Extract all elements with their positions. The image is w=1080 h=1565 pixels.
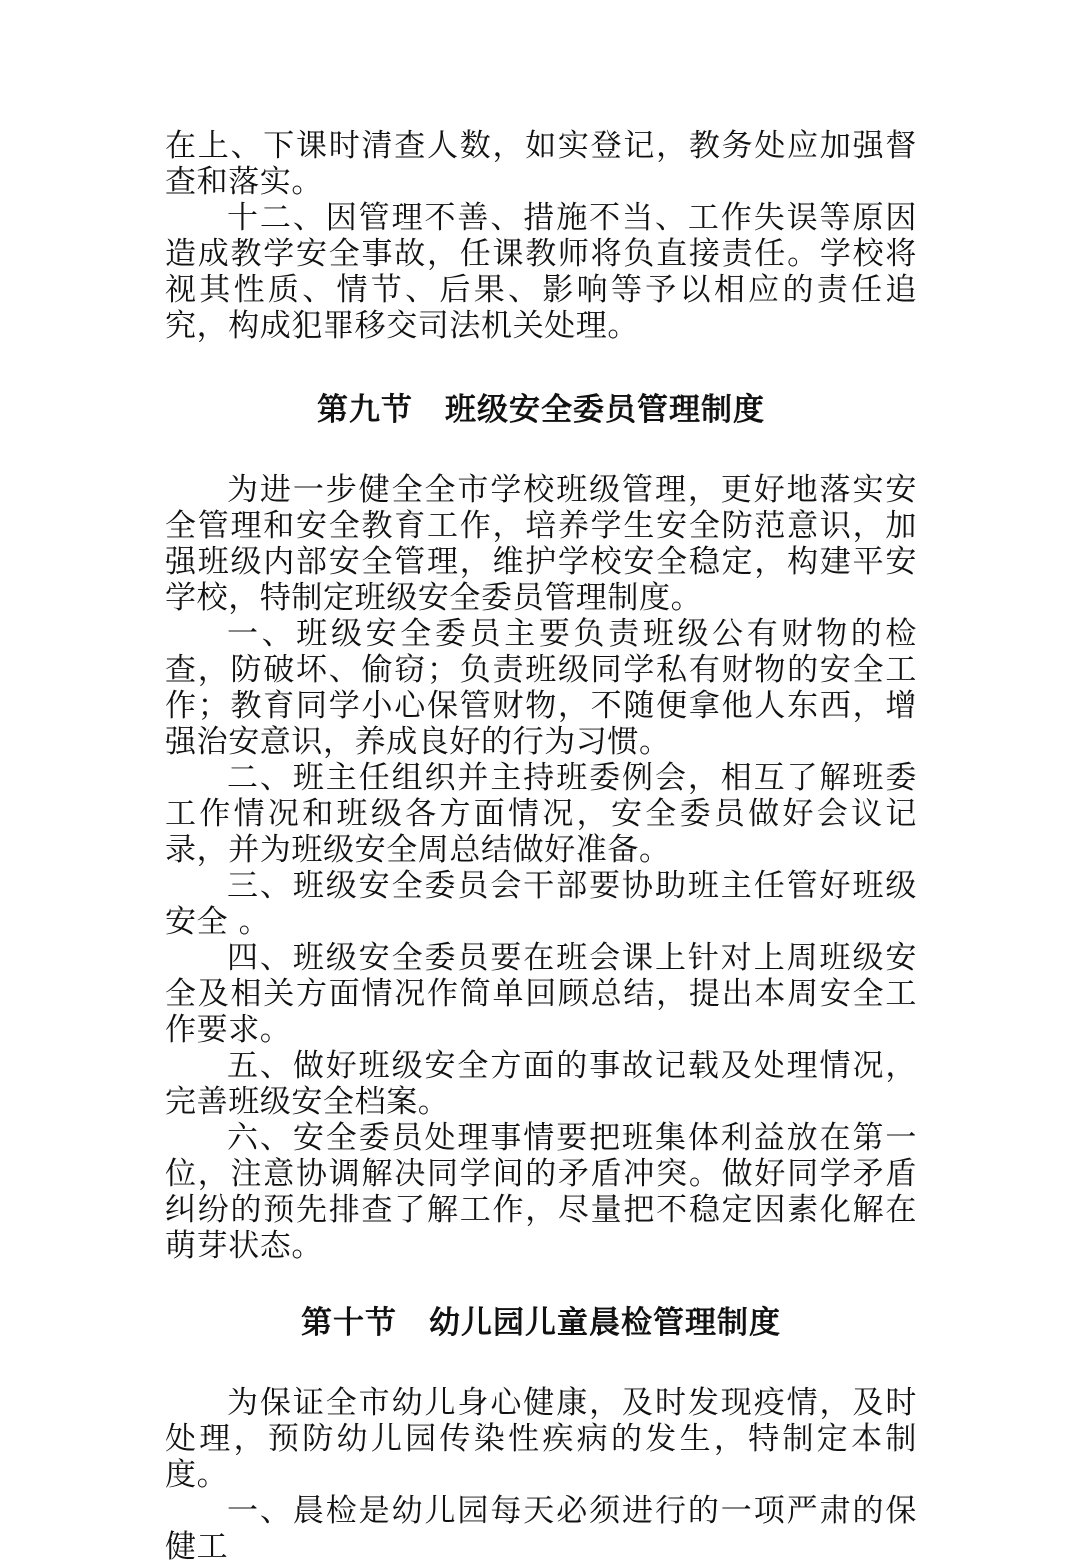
spacer (165, 344, 917, 392)
section-heading-10: 第十节 幼儿园儿童晨检管理制度 (301, 1305, 781, 1341)
paragraph-item-1: 一、晨检是幼儿园每天必须进行的一项严肃的保健工 (165, 1493, 917, 1565)
paragraph-item-3: 三、班级安全委员会干部要协助班主任管好班级安全 。 (165, 868, 917, 940)
document-page (165, 128, 917, 1565)
spacer (165, 1264, 917, 1305)
paragraph-item-1: 一、班级安全委员主要负责班级公有财物的检查，防破坏、偷窃；负责班级同学私有财物的安全工作；教育同学小心保管财物，不随便拿他人东西，增强治安意识，养成良好的行为习惯。 (165, 616, 917, 760)
paragraph-item-2: 二、班主任组织并主持班委例会，相互了解班委工作情况和班级各方面情况，安全委员做好会议记录，并为班级安全周总结做好准备。 (165, 760, 917, 868)
paragraph-continuation: 在上、下课时清查人数，如实登记，教务处应加强督查和落实。 (165, 128, 917, 200)
spacer (165, 428, 917, 472)
paragraph-item-5: 五、做好班级安全方面的事故记载及处理情况，完善班级安全档案。 (165, 1048, 917, 1120)
paragraph-item-12: 十二、因管理不善、措施不当、工作失误等原因造成教学安全事故，任课教师将负直接责任。学校将视其性质、情节、后果、影响等予以相应的责任追究，构成犯罪移交司法机关处理。 (165, 200, 917, 344)
paragraph-item-4: 四、班级安全委员要在班会课上针对上周班级安全及相关方面情况作简单回顾总结，提出本周安全工作要求。 (165, 940, 917, 1048)
section-heading-9: 第九节 班级安全委员管理制度 (317, 392, 765, 428)
paragraph-intro: 为保证全市幼儿身心健康，及时发现疫情，及时处理，预防幼儿园传染性疾病的发生，特制定本制度。 (165, 1385, 917, 1493)
paragraph-intro: 为进一步健全全市学校班级管理，更好地落实安全管理和安全教育工作，培养学生安全防范意识，加强班级内部安全管理，维护学校安全稳定，构建平安学校，特制定班级安全委员管理制度。 (165, 472, 917, 616)
spacer (165, 1341, 917, 1385)
paragraph-item-6: 六、安全委员处理事情要把班集体利益放在第一位，注意协调解决同学间的矛盾冲突。做好同学矛盾纠纷的预先排查了解工作，尽量把不稳定因素化解在萌芽状态。 (165, 1120, 917, 1264)
